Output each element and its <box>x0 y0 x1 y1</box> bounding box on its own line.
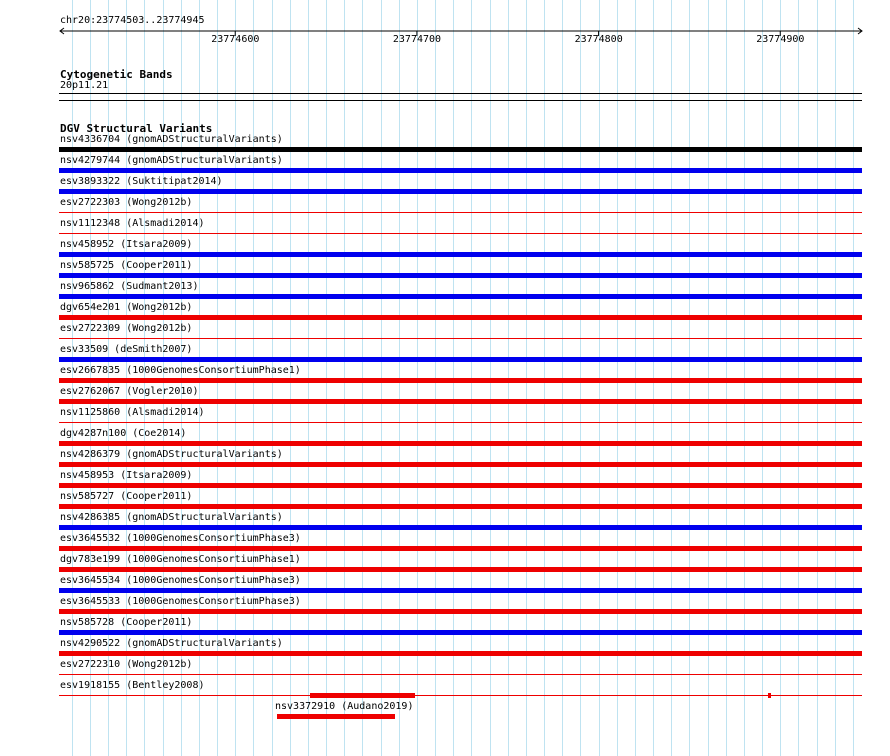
feature-label[interactable]: esv2667835 (1000GenomesConsortiumPhase1) <box>60 365 301 376</box>
feature-bar[interactable] <box>59 483 862 488</box>
location-label: chr20:23774503..23774945 <box>60 15 205 26</box>
feature-block[interactable] <box>310 693 415 698</box>
feature-label[interactable]: esv2762067 (Vogler2010) <box>60 386 199 397</box>
feature-bar[interactable] <box>59 147 862 152</box>
feature-bar[interactable] <box>59 674 862 675</box>
cytoband-bar[interactable] <box>59 93 862 94</box>
feature-bar[interactable] <box>59 315 862 320</box>
feature-label[interactable]: nsv4286379 (gnomADStructuralVariants) <box>60 449 283 460</box>
feature-label[interactable]: esv3645533 (1000GenomesConsortiumPhase3) <box>60 596 301 607</box>
feature-bar[interactable] <box>59 294 862 299</box>
feature-bar[interactable] <box>59 588 862 593</box>
feature-bar[interactable] <box>59 399 862 404</box>
feature-label[interactable]: nsv585728 (Cooper2011) <box>60 617 193 628</box>
feature-bar[interactable] <box>59 338 862 339</box>
feature-block[interactable] <box>768 693 771 698</box>
ruler-tick-label: 23774700 <box>392 34 442 45</box>
ruler-tick-label: 23774600 <box>211 34 260 45</box>
feature-label[interactable]: esv3893322 (Suktitipat2014) <box>60 176 223 187</box>
dgv-track-title: DGV Structural Variants <box>60 122 213 135</box>
feature-label[interactable]: nsv4279744 (gnomADStructuralVariants) <box>60 155 283 166</box>
feature-label-nsv3372910[interactable]: nsv3372910 (Audano2019) <box>275 701 414 712</box>
feature-label[interactable]: nsv1125860 (Alsmadi2014) <box>60 407 205 418</box>
feature-bar[interactable] <box>59 462 862 467</box>
feature-bar[interactable] <box>59 567 862 572</box>
feature-label[interactable]: nsv585727 (Cooper2011) <box>60 491 193 502</box>
feature-bar[interactable] <box>59 378 862 383</box>
feature-label[interactable]: nsv458953 (Itsara2009) <box>60 470 193 481</box>
feature-label[interactable]: nsv1112348 (Alsmadi2014) <box>60 218 205 229</box>
feature-bar[interactable] <box>59 630 862 635</box>
feature-label[interactable]: dgv654e201 (Wong2012b) <box>60 302 193 313</box>
feature-bar[interactable] <box>59 651 862 656</box>
feature-label[interactable]: nsv4286385 (gnomADStructuralVariants) <box>60 512 283 523</box>
feature-label[interactable]: nsv965862 (Sudmant2013) <box>60 281 199 292</box>
feature-bar[interactable] <box>59 546 862 551</box>
feature-bar[interactable] <box>59 441 862 446</box>
feature-label[interactable]: nsv4290522 (gnomADStructuralVariants) <box>60 638 283 649</box>
track-separator <box>59 100 862 101</box>
feature-label[interactable]: nsv585725 (Cooper2011) <box>60 260 193 271</box>
cytoband-label: 20p11.21 <box>60 80 109 91</box>
feature-label[interactable]: nsv458952 (Itsara2009) <box>60 239 193 250</box>
feature-bar[interactable] <box>59 273 862 278</box>
feature-label[interactable]: esv2722310 (Wong2012b) <box>60 659 193 670</box>
ruler-tick-label: 23774900 <box>756 34 805 45</box>
feature-bar-nsv3372910[interactable] <box>277 714 395 719</box>
feature-intron-line[interactable] <box>59 695 862 696</box>
feature-bar[interactable] <box>59 422 862 423</box>
feature-bar[interactable] <box>59 525 862 530</box>
feature-label[interactable]: dgv4287n100 (Coe2014) <box>60 428 187 439</box>
ruler-tick-label: 23774800 <box>574 34 623 45</box>
ruler-axis <box>58 26 864 38</box>
feature-bar[interactable] <box>59 212 862 213</box>
cytoband-track-title: Cytogenetic Bands <box>60 68 173 81</box>
feature-label[interactable]: nsv4336704 (gnomADStructuralVariants) <box>60 134 283 145</box>
feature-bar[interactable] <box>59 189 862 194</box>
feature-bar[interactable] <box>59 233 862 234</box>
feature-bar[interactable] <box>59 252 862 257</box>
feature-label[interactable]: esv3645532 (1000GenomesConsortiumPhase3) <box>60 533 301 544</box>
feature-bar[interactable] <box>59 609 862 614</box>
feature-label[interactable]: dgv783e199 (1000GenomesConsortiumPhase1) <box>60 554 301 565</box>
feature-label[interactable]: esv3645534 (1000GenomesConsortiumPhase3) <box>60 575 301 586</box>
feature-label[interactable]: esv2722309 (Wong2012b) <box>60 323 193 334</box>
feature-bar[interactable] <box>59 504 862 509</box>
feature-bar[interactable] <box>59 168 862 173</box>
feature-label[interactable]: esv1918155 (Bentley2008) <box>60 680 205 691</box>
feature-label[interactable]: esv2722303 (Wong2012b) <box>60 197 193 208</box>
feature-label[interactable]: esv33509 (deSmith2007) <box>60 344 193 355</box>
feature-bar[interactable] <box>59 357 862 362</box>
